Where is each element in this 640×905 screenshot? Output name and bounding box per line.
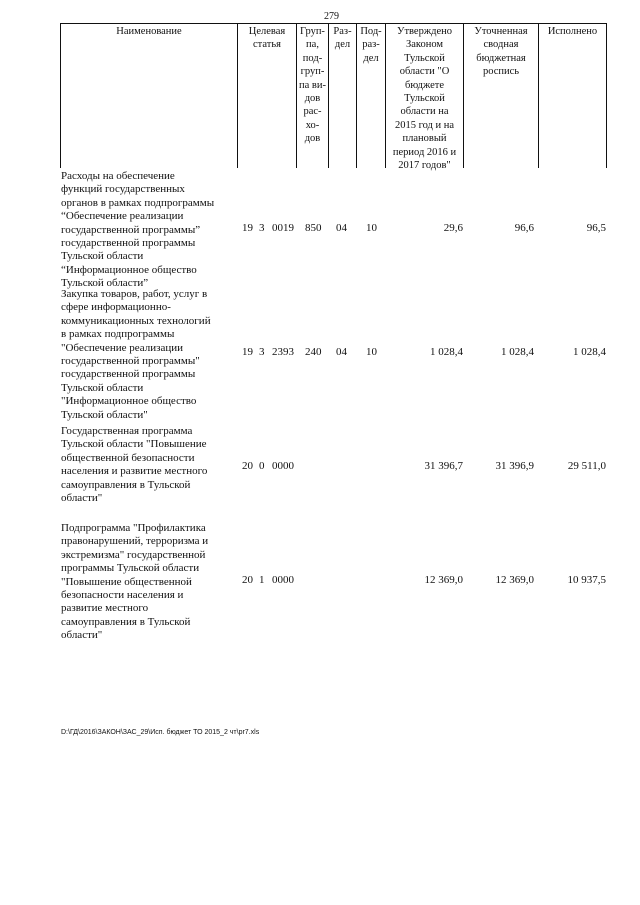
row-3-target-program: 20 <box>242 460 253 472</box>
header-section: Раз- дел <box>333 26 352 51</box>
row-3-target-subprogram: 0 <box>259 460 265 472</box>
row-4-refined: 12 369,0 <box>495 574 534 586</box>
row-3-target-code: 0000 <box>272 460 294 472</box>
row-4-target-program: 20 <box>242 574 253 586</box>
row-4-approved: 12 369,0 <box>424 574 463 586</box>
row-2-subsection: 10 <box>366 346 377 358</box>
row-2-executed: 1 028,4 <box>573 346 606 358</box>
row-3-executed: 29 511,0 <box>567 460 606 472</box>
row-2-section: 04 <box>336 346 347 358</box>
row-2-target-code: 2393 <box>272 346 294 358</box>
row-2-expense-group: 240 <box>305 346 322 358</box>
row-2-name: Закупка товаров, работ, услуг в сфере информационно- коммуникационных технологий в рамках подпрограммы "Обеспечение реализации государственной программы" государственной программы Тульской области "Информационное общество Тульской области" <box>61 288 211 421</box>
row-1-target-code: 0019 <box>272 222 294 234</box>
header-top-border <box>60 23 607 24</box>
row-2-approved: 1 028,4 <box>430 346 463 358</box>
header-subsection: Под- раз- дел <box>360 26 382 64</box>
row-2-refined: 1 028,4 <box>501 346 534 358</box>
row-3-approved: 31 396,7 <box>424 460 463 472</box>
row-2-target-subprogram: 3 <box>259 346 265 358</box>
header-refined-budget: Уточненная сводная бюджетная роспись <box>474 26 528 78</box>
row-4-target-code: 0000 <box>272 574 294 586</box>
header-expense-group: Груп- па, под- груп- па ви- дов рас- хо- дов <box>299 26 326 145</box>
row-1-target-subprogram: 3 <box>259 222 265 234</box>
row-1-executed: 96,5 <box>586 222 606 234</box>
row-1-section: 04 <box>336 222 347 234</box>
table-header <box>60 23 607 172</box>
col-divider <box>538 23 539 168</box>
col-divider <box>606 23 607 168</box>
row-4-name: Подпрограмма "Профилактика правонарушений, терроризма и экстремизма" государственной программы Тульской области "Повышение общественной безопасности населения и развитие местного самоуправления в Тульской области" <box>61 522 209 642</box>
row-3-refined: 31 396,9 <box>495 460 534 472</box>
row-3-name: Государственная программа Тульской области "Повышение общественной безопасности населения и развитие местного самоуправления в Тульской области" <box>61 425 208 505</box>
header-target-article: Целевая статья <box>248 26 286 51</box>
row-2-target-program: 19 <box>242 346 253 358</box>
header-name: Наименование <box>116 26 182 37</box>
row-1-name: Расходы на обеспечение функций государственных органов в рамках подпрограммы “Обеспечение реализации государственной программы” государственной программы Тульской области “Информационное общество Тульской области” <box>61 170 215 290</box>
row-1-subsection: 10 <box>366 222 377 234</box>
header-executed: Исполнено <box>547 26 598 37</box>
header-approved: Утверждено Законом Тульской области "О бюджете Тульской области на 2015 год и на плановый период 2016 и 2017 годов" <box>392 26 457 172</box>
row-1-target-program: 19 <box>242 222 253 234</box>
footer-file-path: D:\ГД\2016\ЗАКОН\ЗАС_29\Исп. бюджет ТО 2015_2 чт\pr7.xls <box>61 729 260 736</box>
row-1-refined: 96,6 <box>514 222 534 234</box>
row-4-target-subprogram: 1 <box>259 574 265 586</box>
row-4-executed: 10 937,5 <box>567 574 606 586</box>
col-divider <box>60 23 61 168</box>
row-1-expense-group: 850 <box>305 222 322 234</box>
page-number: 279 <box>324 11 339 22</box>
row-1-approved: 29,6 <box>443 222 463 234</box>
